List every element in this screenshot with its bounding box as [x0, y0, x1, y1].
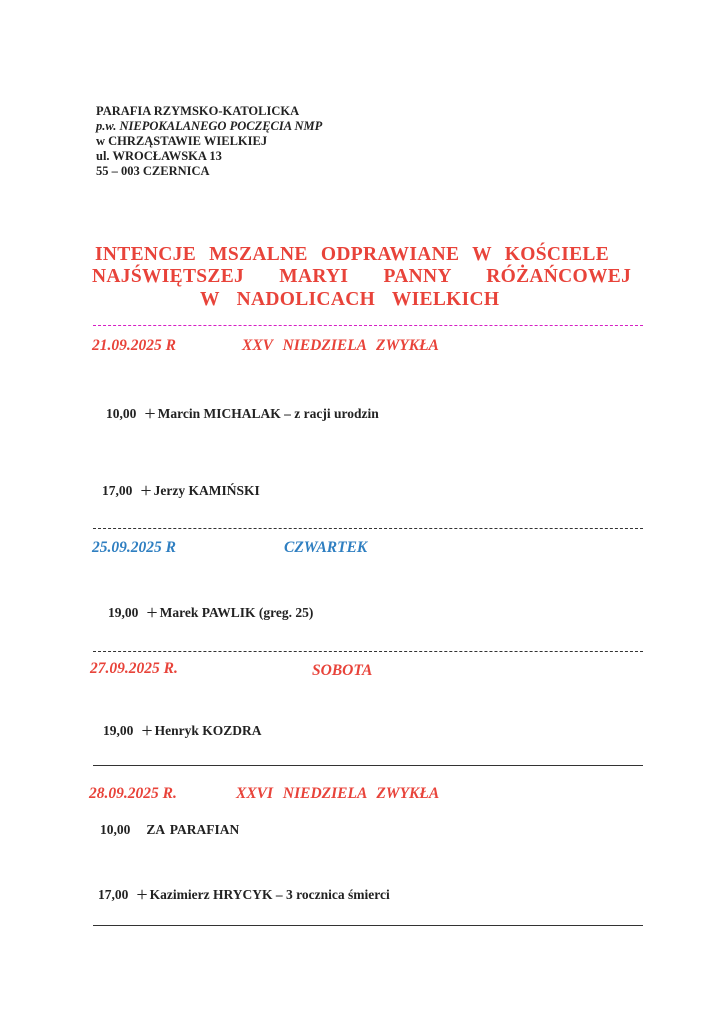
mass-intention: Henryk KOZDRA [154, 723, 262, 738]
mass-time: 17,00 [102, 483, 133, 498]
mass-entry [102, 478, 260, 501]
parish-name: PARAFIA RZYMSKO-KATOLICKA [96, 104, 300, 118]
cross-icon: + [140, 480, 152, 502]
mass-time: 17,00 [98, 887, 129, 902]
mass-entry [98, 882, 390, 905]
mass-time: 19,00 [108, 605, 139, 620]
document-title-line-1: INTENCJE MSZALNE ODPRAWIANE W KOŚCIELE [95, 244, 610, 265]
parish-address [96, 104, 322, 179]
divider [93, 765, 643, 766]
cross-icon: + [136, 884, 148, 906]
mass-intention: Kazimierz HRYCYK – 3 rocznica śmierci [149, 887, 390, 902]
day-date: 21.09.2025 R [92, 337, 176, 354]
divider [93, 528, 643, 529]
mass-intention: Jerzy KAMIŃSKI [153, 483, 260, 498]
divider [93, 651, 643, 652]
mass-entry [108, 600, 313, 623]
mass-intention: Marek PAWLIK (greg. 25) [159, 605, 314, 620]
day-name: SOBOTA [312, 662, 373, 679]
parish-location: w CHRZĄSTAWIE WIELKIEJ [96, 134, 268, 148]
day-name: CZWARTEK [284, 539, 368, 556]
mass-entry [100, 822, 239, 838]
mass-entry [106, 401, 379, 424]
mass-intention: ZA PARAFIAN [146, 822, 240, 837]
mass-time: 10,00 [100, 822, 131, 837]
document-title-line-2: NAJŚWIĘTSZEJ MARYI PANNY RÓŻAŃCOWEJ [92, 266, 632, 287]
parish-street: ul. WROCŁAWSKA 13 [96, 149, 222, 163]
divider [93, 325, 643, 326]
document-title-line-3: W NADOLICACH WIELKICH [200, 289, 500, 310]
day-name: XXV NIEDZIELA ZWYKŁA [242, 337, 439, 354]
day-date: 28.09.2025 R. [89, 785, 177, 802]
mass-time: 10,00 [106, 406, 137, 421]
cross-icon: + [146, 602, 158, 624]
cross-icon: + [141, 720, 153, 742]
day-date: 27.09.2025 R. [90, 660, 178, 677]
mass-time: 19,00 [103, 723, 134, 738]
day-name: XXVI NIEDZIELA ZWYKŁA [236, 785, 440, 802]
mass-intention: Marcin MICHALAK – z racji urodzin [157, 406, 379, 421]
parish-patron: p.w. NIEPOKALANEGO POCZĘCIA NMP [96, 119, 323, 133]
mass-entry [103, 718, 262, 741]
divider [93, 925, 643, 926]
day-date: 25.09.2025 R [92, 539, 176, 556]
cross-icon: + [144, 403, 156, 425]
parish-postcode: 55 – 003 CZERNICA [96, 164, 210, 178]
